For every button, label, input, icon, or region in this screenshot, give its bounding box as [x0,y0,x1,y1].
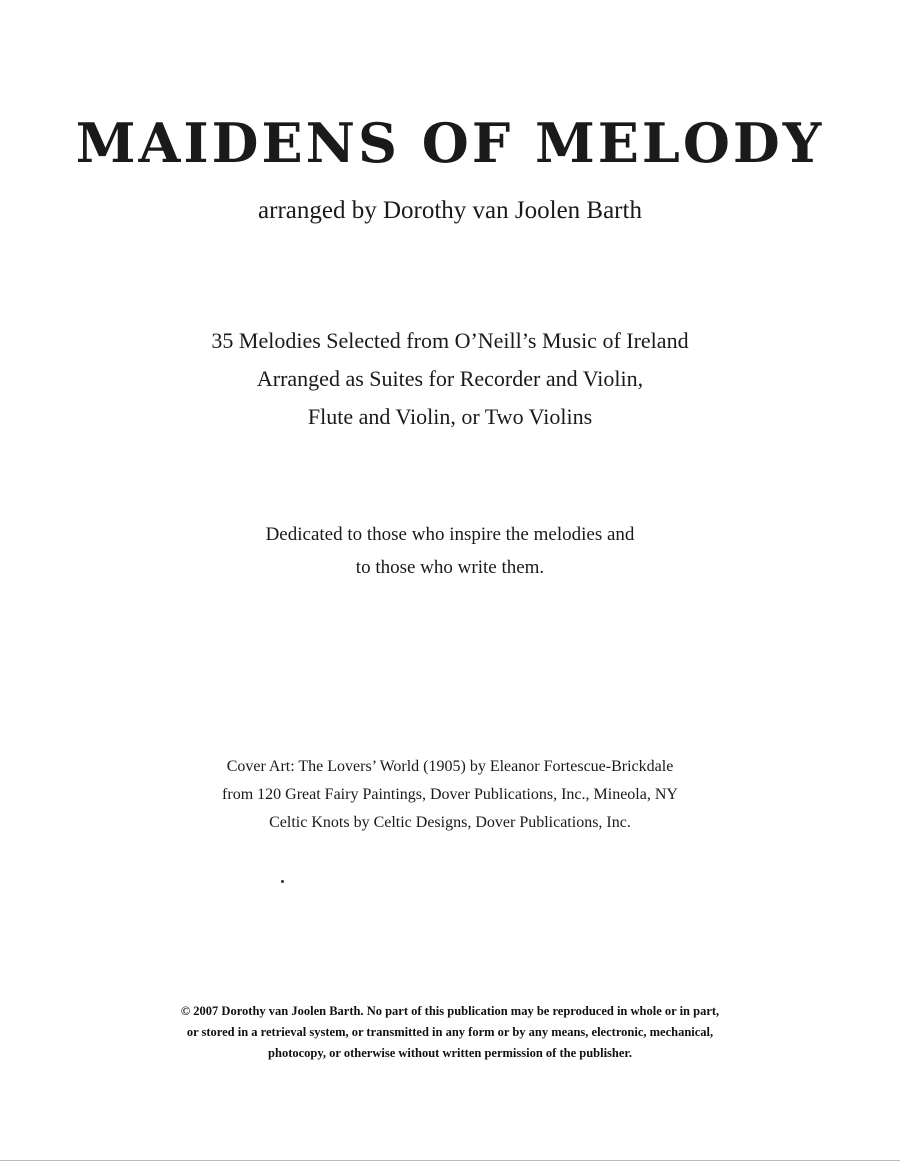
copyright-line: photocopy, or otherwise without written permission of the publisher. [268,1046,632,1060]
dedication-line: to those who write them. [355,557,545,578]
copyright-line: or stored in a retrieval system, or transmitted in any form or by any means, electronic, mechanical, [186,1025,714,1039]
page-title: MAIDENS OF MELODY [75,111,825,175]
credits-line: Cover Art: The Lovers’ World (1905) by Eleanor Fortescue-Brickdale [226,758,674,775]
arranger-credit: arranged by Dorothy van Joolen Barth [258,197,642,224]
page-bottom-edge [0,1160,900,1161]
cover-art-credits [0,753,900,837]
melodies-line: Arranged as Suites for Recorder and Violin, [256,366,644,391]
melodies-line: 35 Melodies Selected from O’Neill’s Music of Ireland [211,328,689,353]
melodies-description [0,322,900,436]
credits-line: from 120 Great Fairy Paintings, Dover Publications, Inc., Mineola, NY [222,786,678,803]
scan-speck [281,880,284,883]
copyright-notice [0,1001,900,1064]
dedication-line: Dedicated to those who inspire the melodies and [265,524,635,545]
copyright-line: © 2007 Dorothy van Joolen Barth. No part of this publication may be reproduced in whole or in part, [180,1004,720,1018]
credits-line: Celtic Knots by Celtic Designs, Dover Publications, Inc. [269,814,631,831]
dedication [0,518,900,584]
melodies-line: Flute and Violin, or Two Violins [307,404,593,429]
